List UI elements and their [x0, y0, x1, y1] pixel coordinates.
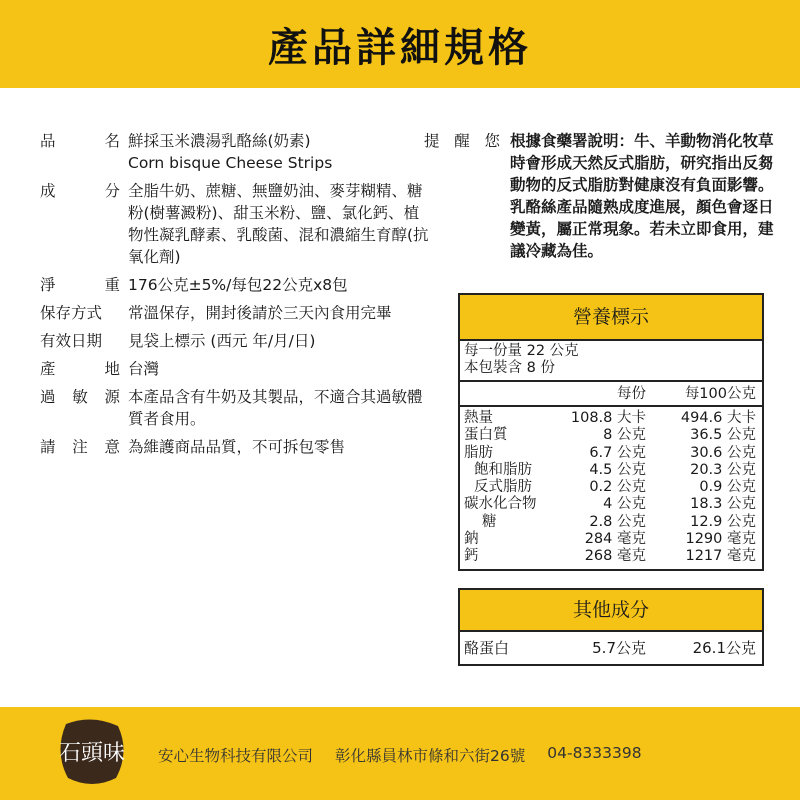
- page-title: 產品詳細規格: [268, 24, 532, 71]
- spec-label: [40, 180, 128, 268]
- spec-label: [40, 274, 128, 296]
- spec-label-char: 重: [104, 276, 120, 294]
- other-row: [460, 632, 762, 664]
- nutrient-name: 熱量: [464, 410, 493, 426]
- col-per-100g: 每100公克: [684, 386, 756, 402]
- footer-info: [158, 744, 664, 766]
- spec-value: 台灣: [128, 360, 160, 378]
- other-title: 其他成分: [460, 590, 762, 632]
- header-band: [0, 0, 800, 88]
- per-100g-value: 18.3 公克: [690, 496, 756, 513]
- spec-label-char: 保存方式: [40, 304, 103, 322]
- spec-row: [40, 130, 430, 174]
- reminder-label-char: 醒: [454, 132, 470, 150]
- spec-label-char: 注: [72, 438, 88, 456]
- nutrition-table: [458, 293, 764, 571]
- per-100g-value: 0.9 公克: [699, 479, 756, 496]
- servings-per-pack: 本包裝含 8 份: [464, 360, 555, 376]
- logo-text: 石頭味: [58, 741, 126, 766]
- reminder-label: [424, 130, 510, 262]
- spec-label: [40, 436, 128, 458]
- company-name: 安心生物科技有限公司: [158, 747, 314, 765]
- nutrition-row: [464, 427, 756, 444]
- nutrient-name: 碳水化合物: [464, 496, 537, 513]
- nutrition-title: 營養標示: [460, 295, 762, 341]
- per-100g-value: 494.6 大卡: [680, 410, 756, 426]
- spec-label-char: 品: [40, 132, 56, 150]
- per-serving-value: 8 公克: [603, 427, 646, 444]
- nutrient-name: 脂肪: [464, 444, 493, 461]
- other-ingredients-table: [458, 588, 764, 666]
- nutrient-name: 鈉: [464, 531, 479, 548]
- other-rows: [460, 632, 762, 664]
- spec-label-char: 淨: [40, 276, 56, 294]
- spec-row: [40, 274, 430, 296]
- per-100g-value: 20.3 公克: [690, 461, 756, 478]
- serving-info: [460, 341, 762, 382]
- reminder-label-char: 提: [424, 132, 440, 150]
- company-address: 彰化縣員林市條和六街26號: [335, 747, 526, 765]
- col-per-serving: 每份: [617, 386, 646, 402]
- nutrition-row: [464, 531, 756, 548]
- spec-label-char: 產: [40, 360, 56, 378]
- other-name: 酪蛋白: [464, 639, 510, 657]
- nutrient-name: 鈣: [464, 548, 479, 565]
- per-100g-value: 12.9 公克: [690, 513, 756, 530]
- nutrition-column-header: [460, 382, 762, 407]
- spec-row: [40, 436, 430, 458]
- spec-label-char: 源: [104, 388, 120, 406]
- nutrient-name: 反式脂肪: [474, 479, 532, 496]
- nutrition-row: [464, 410, 756, 427]
- nutrient-name: 蛋白質: [464, 427, 508, 444]
- serving-size: 每一份量 22 公克: [464, 343, 579, 359]
- spec-value: 本產品含有牛奶及其製品，不適合其過敏體質者食用。: [128, 388, 423, 428]
- spec-label-char: 敏: [72, 388, 88, 406]
- spec-label-char: 成: [40, 182, 56, 200]
- reminder-block: [424, 130, 774, 262]
- spec-label-char: 過: [40, 388, 56, 406]
- spec-label-char: 意: [104, 438, 120, 456]
- spec-label-char: 有效日期: [40, 332, 103, 350]
- spec-row: [40, 302, 430, 324]
- spec-value: 全脂牛奶、蔗糖、無鹽奶油、麥芽糊精、糖粉(樹薯澱粉)、甜玉米粉、鹽、氯化鈣、植物性凝乳酵素、乳酸菌、混和濃縮生育醇(抗氧化劑): [128, 182, 429, 266]
- spec-label: [40, 358, 128, 380]
- nutrition-row: [464, 479, 756, 496]
- spec-value: 為維護商品品質，不可拆包零售: [128, 438, 346, 456]
- spec-label: [40, 386, 128, 430]
- nutrient-name: 糖: [482, 513, 497, 530]
- brand-logo: [52, 716, 132, 788]
- other-per-100g: 26.1公克: [692, 639, 756, 657]
- spec-label: [40, 130, 128, 174]
- nutrition-row: [464, 514, 756, 531]
- spec-list: [40, 130, 430, 464]
- nutrition-row: [464, 445, 756, 462]
- per-serving-value: 284 毫克: [584, 531, 646, 548]
- reminder-label-char: 您: [484, 132, 500, 150]
- spec-label-char: 地: [104, 360, 120, 378]
- spec-label-char: 名: [104, 132, 120, 150]
- spec-value: 常溫保存，開封後請於三天內食用完畢: [128, 304, 392, 322]
- per-100g-value: 1290 毫克: [685, 531, 756, 548]
- nutrition-row: [464, 462, 756, 479]
- per-serving-value: 268 毫克: [584, 548, 646, 565]
- company-phone: 04-8333398: [547, 744, 642, 762]
- per-100g-value: 30.6 公克: [690, 444, 756, 461]
- spec-label: [40, 302, 128, 324]
- reminder-text: 根據食藥署說明：牛、羊動物消化牧草時會形成天然反式脂肪，研究指出反芻動物的反式脂肪對健康沒有負面影響。乳酪絲產品隨熟成度進展，顏色會逐日變黃，屬正常現象。若未立即食用，建議冷藏為佳。: [510, 132, 774, 260]
- per-serving-value: 4.5 公克: [589, 461, 646, 478]
- per-serving-value: 108.8 大卡: [570, 410, 646, 426]
- per-serving-value: 6.7 公克: [589, 444, 646, 461]
- spec-value: 鮮採玉米濃湯乳酪絲(奶素) Corn bisque Cheese Strips: [128, 132, 333, 172]
- nutrient-name: 飽和脂肪: [474, 461, 532, 478]
- per-100g-value: 36.5 公克: [690, 427, 756, 444]
- nutrition-row: [464, 548, 756, 565]
- spec-value: 176公克±5%/每包22公克x8包: [128, 276, 348, 294]
- other-per-serving: 5.7公克: [592, 639, 646, 657]
- per-100g-value: 1217 毫克: [685, 548, 756, 565]
- spec-label-char: 分: [104, 182, 120, 200]
- per-serving-value: 2.8 公克: [589, 513, 646, 530]
- spec-label: [40, 330, 128, 352]
- spec-row: [40, 386, 430, 430]
- per-serving-value: 4 公克: [603, 496, 646, 513]
- nutrition-row: [464, 496, 756, 513]
- spec-value: 見袋上標示 (西元 年/月/日): [128, 332, 316, 350]
- spec-row: [40, 330, 430, 352]
- per-serving-value: 0.2 公克: [589, 479, 646, 496]
- nutrition-rows: [460, 407, 762, 569]
- spec-label-char: 請: [40, 438, 56, 456]
- spec-row: [40, 180, 430, 268]
- spec-row: [40, 358, 430, 380]
